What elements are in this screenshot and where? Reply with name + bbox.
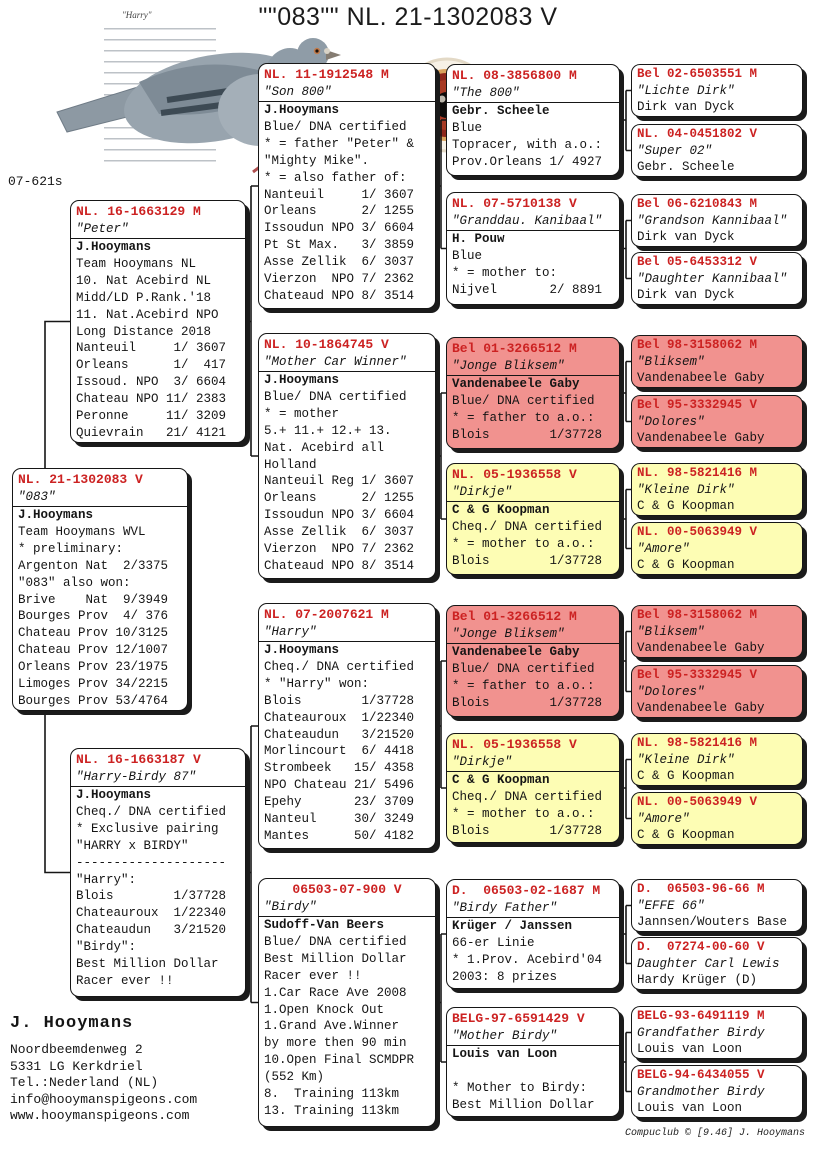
box-text-line: Chateau Prov 10/3125 [18, 626, 169, 641]
box-text-line: Cheq./ DNA certified [452, 519, 603, 534]
box-text-line: Chateaud NPO 8/ 3514 [264, 288, 415, 303]
box-text-line: * Exclusive pairing [76, 821, 219, 836]
ring-number: BELG-94-6434055 V [637, 1068, 765, 1082]
box-text-line: Nanteuil 1/ 3607 [264, 187, 415, 202]
box-text-line: Topracer, with a.o.: [452, 137, 603, 152]
pigeon-name: "Son 800" [264, 85, 332, 99]
box-text-line: Nijvel 2/ 8891 [452, 282, 603, 297]
box-text-line: J.Hooymans [76, 240, 152, 254]
pigeon-name: "Harry" [264, 625, 317, 639]
address-line: Tel.:Nederland (NL) [10, 1075, 159, 1090]
box-text-line: Vandenabeele Gaby [452, 377, 580, 391]
box-text-line: 1.Grand Ave.Winner [264, 1019, 400, 1034]
box-text-line: Holland [264, 457, 317, 472]
box-text-line: J.Hooymans [76, 788, 152, 802]
pedigree-box-grandmother-birdy [631, 1065, 803, 1118]
box-text-line: Nanteul 30/ 3249 [264, 812, 415, 827]
pigeon-name: "Bliksem" [637, 625, 705, 639]
box-text-line: * "Harry" won: [264, 676, 370, 691]
box-text-line: Sudoff-Van Beers [264, 918, 385, 932]
box-text-line: Asse Zellik 6/ 3037 [264, 255, 415, 270]
box-text-line: C & G Koopman [637, 499, 735, 513]
box-text-line: Cheq./ DNA certified [76, 804, 227, 819]
box-text-line: "HARRY x BIRDY" [76, 838, 189, 853]
software-credit: Compuclub © [9.46] J. Hooymans [624, 1128, 805, 1139]
ring-number: D. 06503-02-1687 M [452, 883, 601, 898]
box-text-line: Gebr. Scheele [452, 104, 550, 118]
pedigree-box-subject-083 [12, 468, 188, 711]
box-text-line: Team Hooymans WVL [18, 524, 146, 539]
ring-number: Bel 95-3332945 V [637, 668, 758, 682]
pedigree-box-daughter-kannibaal [631, 252, 803, 305]
ring-number: NL. 08-3856800 M [452, 68, 577, 83]
box-text-line: Nanteuil 1/ 3607 [76, 341, 227, 356]
box-text-line: J.Hooymans [18, 508, 94, 522]
box-text-line: 10. Nat Acebird NL [76, 273, 212, 288]
box-text-line: Issoudun NPO 3/ 6604 [264, 508, 415, 523]
box-text-line: Mantes 50/ 4182 [264, 828, 415, 843]
box-text-line: 13. Training 113km [264, 1103, 400, 1118]
box-text-line: * = father to a.o.: [452, 410, 595, 425]
box-text-line: * = also father of: [264, 170, 407, 185]
pigeon-name: "083" [18, 490, 56, 504]
box-text-line: Orleans 2/ 1255 [264, 204, 415, 219]
box-text-line: * = mother to a.o.: [452, 806, 595, 821]
box-text-line: Dirk van Dyck [637, 100, 735, 114]
box-text-line: C & G Koopman [452, 773, 550, 787]
box-text-line: Blue/ DNA certified [264, 389, 407, 404]
box-text-line: Blue/ DNA certified [264, 934, 407, 949]
pedigree-box-kleine-dirk-1 [631, 463, 803, 516]
pigeon-name: "Dirkje" [452, 755, 513, 769]
box-text-line: Gebr. Scheele [637, 160, 735, 174]
box-text-line: Best Million Dollar [452, 1097, 595, 1112]
pigeon-name: "Dolores" [637, 685, 705, 699]
ring-number: BELG-97-6591429 V [452, 1011, 585, 1026]
ring-number: NL. 98-5821416 M [637, 466, 758, 480]
box-text-line: Krüger / Janssen [452, 919, 573, 933]
pedigree-box-lichte-dirk [631, 64, 803, 117]
ring-number: NL. 00-5063949 V [637, 795, 758, 809]
address-line: Noordbeemdenweg 2 [10, 1042, 143, 1057]
address-line: 5331 LG Kerkdriel [10, 1058, 143, 1074]
address-line: www.hooymanspigeons.com [10, 1108, 190, 1123]
box-text-line: * = mother [264, 406, 340, 421]
box-text-line: Best Million Dollar [264, 951, 407, 966]
box-text-line: Dirk van Dyck [637, 288, 735, 302]
pedigree-box-grandson-kannibaal [631, 194, 803, 247]
ring-number: Bel 02-6503551 M [637, 67, 758, 81]
pigeon-name: "Dirkje" [452, 485, 513, 499]
box-text-line: Blois 1/37728 [76, 889, 227, 904]
pedigree-box-daughter-carl-lewis [631, 937, 803, 990]
box-text-line: Chateaudun 3/21520 [76, 923, 227, 938]
pigeon-name: "Amore" [637, 812, 690, 826]
box-text-line: Vandenabeele Gaby [637, 431, 765, 445]
box-text-line [452, 1063, 614, 1080]
ring-number: NL. 07-5710138 V [452, 196, 577, 211]
ring-number: NL. 07-2007621 M [264, 607, 389, 622]
address-line: info@hooymanspigeons.com [10, 1091, 198, 1107]
box-text-line: Midd/LD P.Rank.'18 [76, 290, 212, 305]
box-text-line: J.Hooymans [264, 373, 340, 387]
owner-name: J. Hooymans [10, 1014, 134, 1033]
box-text-line: C & G Koopman [637, 828, 735, 842]
pedigree-box-grandfather-birdy [631, 1006, 803, 1059]
box-text-line: Louis van Loon [452, 1047, 558, 1061]
ring-number: Bel 95-3332945 V [637, 398, 758, 412]
box-text-line: Chateaud NPO 8/ 3514 [264, 558, 415, 573]
pigeon-name: "Kleine Dirk" [637, 753, 735, 767]
page-title: ""083"" NL. 21-1302083 V [258, 3, 558, 31]
box-text-line: "Mighty Mike". [264, 153, 370, 168]
box-text-line: Vandenabeele Gaby [637, 371, 765, 385]
box-text-line: 8. Training 113km [264, 1087, 400, 1102]
box-text-line: Orleans Prov 23/1975 [18, 660, 169, 675]
reference-label: 07-621s [8, 174, 63, 189]
ring-number: NL. 10-1864745 V [264, 337, 389, 352]
box-text-line: Bourges Prov 53/4764 [18, 693, 169, 708]
ring-number: NL. 00-5063949 V [637, 525, 758, 539]
pigeon-name: "Granddau. Kanibaal" [452, 214, 603, 228]
pedigree-box-amore-1 [631, 522, 803, 575]
pedigree-box-dirkje-1 [446, 463, 620, 575]
pedigree-box-peter [70, 200, 246, 443]
box-text-line: 66-er Linie [452, 935, 535, 950]
pigeon-name: "Dolores" [637, 415, 705, 429]
box-text-line: Orleans 1/ 417 [76, 358, 227, 373]
pedigree-box-the-800 [446, 64, 620, 176]
box-text-line: Epehy 23/ 3709 [264, 795, 415, 810]
box-text-line: Cheq./ DNA certified [452, 789, 603, 804]
box-text-line: Chateauroux 1/22340 [76, 906, 227, 921]
box-text-line: Prov.Orleans 1/ 4927 [452, 154, 603, 169]
box-text-line: Louis van Loon [637, 1042, 743, 1056]
box-text-line: NPO Chateau 21/ 5496 [264, 778, 415, 793]
ring-number: NL. 16-1663187 V [76, 752, 201, 767]
pedigree-box-jonge-bliksem-2 [446, 605, 620, 717]
pedigree-box-dirkje-2 [446, 733, 620, 843]
ring-number: D. 06503-96-66 M [637, 882, 765, 896]
box-text-line: Vierzon NPO 7/ 2362 [264, 542, 415, 557]
box-text-line: -------------------- [76, 855, 227, 870]
box-text-line: Jannsen/Wouters Base [637, 915, 788, 929]
box-text-line: Blue/ DNA certified [264, 119, 407, 134]
box-text-line: Pt St Max. 3/ 3859 [264, 238, 415, 253]
box-text-line: Vandenabeele Gaby [637, 701, 765, 715]
box-text-line: Orleans 2/ 1255 [264, 491, 415, 506]
pedigree-box-mother-birdy [446, 1007, 620, 1117]
box-text-line: * = father to a.o.: [452, 678, 595, 693]
box-text-line: 1.Open Knock Out [264, 1002, 385, 1017]
ring-number: Bel 06-6210843 M [637, 197, 758, 211]
box-text-line: Blois 1/37728 [264, 693, 415, 708]
box-text-line: Vandenabeele Gaby [452, 645, 580, 659]
pedigree-box-harry [258, 603, 436, 849]
box-text-line: J.Hooymans [264, 103, 340, 117]
box-text-line: Asse Zellik 6/ 3037 [264, 525, 415, 540]
box-text-line: C & G Koopman [452, 503, 550, 517]
box-text-line: Blue/ DNA certified [452, 393, 595, 408]
pigeon-name: "Birdy" [264, 900, 317, 914]
pedigree-box-dolores-2 [631, 665, 803, 718]
pigeon-name: "EFFE 66" [637, 899, 705, 913]
box-text-line: Hardy Krüger (D) [637, 973, 758, 987]
box-text-line: Blois 1/37728 [452, 427, 603, 442]
box-text-line: Chateau NPO 11/ 2383 [76, 392, 227, 407]
pedigree-box-jonge-bliksem-1 [446, 337, 620, 449]
pigeon-name: "Bliksem" [637, 355, 705, 369]
ring-number: NL. 11-1912548 M [264, 67, 389, 82]
pigeon-name: "Birdy Father" [452, 901, 558, 915]
box-text-line: J.Hooymans [264, 643, 340, 657]
ring-number: NL. 05-1936558 V [452, 737, 577, 752]
pedigree-box-mother-car-winner [258, 333, 436, 579]
ring-number: Bel 01-3266512 M [452, 341, 577, 356]
box-text-line: "083" also won: [18, 575, 131, 590]
box-text-line: Blois 1/37728 [452, 823, 603, 838]
box-text-line: Team Hooymans NL [76, 256, 197, 271]
pigeon-name: "Mother Birdy" [452, 1029, 558, 1043]
pigeon-name: Grandmother Birdy [637, 1085, 765, 1099]
box-text-line: Chateauroux 1/22340 [264, 710, 415, 725]
box-text-line: Blois 1/37728 [452, 695, 603, 710]
pedigree-box-bliksem-1 [631, 335, 803, 388]
box-text-line: "Birdy": [76, 940, 137, 955]
pedigree-box-super-02 [631, 124, 803, 177]
box-text-line: Dirk van Dyck [637, 230, 735, 244]
pigeon-name: "Jonge Bliksem" [452, 627, 565, 641]
box-text-line: C & G Koopman [637, 769, 735, 783]
pigeon-name: Daughter Carl Lewis [637, 957, 780, 971]
ring-number: NL. 16-1663129 M [76, 204, 201, 219]
box-text-line: * = mother to a.o.: [452, 536, 595, 551]
box-text-line: H. Pouw [452, 232, 505, 246]
box-text-line: Racer ever !! [76, 973, 174, 988]
ring-number: Bel 98-3158062 M [637, 338, 758, 352]
box-text-line: Issoud. NPO 3/ 6604 [76, 375, 227, 390]
photo-caption-harry: "Harry" [122, 10, 152, 20]
box-text-line: Quievrain 21/ 4121 [76, 425, 227, 440]
pedigree-box-harry-birdy-87 [70, 748, 246, 997]
pigeon-name: "The 800" [452, 86, 520, 100]
box-text-line: * = father "Peter" & [264, 136, 415, 151]
pedigree-box-kleine-dirk-2 [631, 733, 803, 786]
box-text-line: Chateau Prov 12/1007 [18, 643, 169, 658]
ring-number: NL. 98-5821416 M [637, 736, 758, 750]
ring-number: Bel 05-6453312 V [637, 255, 758, 269]
box-text-line: * 1.Prov. Acebird'04 [452, 952, 603, 967]
box-text-line: * preliminary: [18, 541, 124, 556]
pigeon-name: "Amore" [637, 542, 690, 556]
pedigree-box-granddau-kanibaal [446, 192, 620, 305]
box-text-line: Limoges Prov 34/2215 [18, 677, 169, 692]
pigeon-name: "Jonge Bliksem" [452, 359, 565, 373]
ring-number: D. 07274-00-60 V [637, 940, 765, 954]
ring-number: NL. 21-1302083 V [18, 472, 143, 487]
box-text-line: Chateaudun 3/21520 [264, 727, 415, 742]
box-text-line: Vandenabeele Gaby [637, 641, 765, 655]
pigeon-name: "Harry-Birdy 87" [76, 770, 197, 784]
pedigree-box-amore-2 [631, 792, 803, 845]
ring-number: BELG-93-6491119 M [637, 1009, 765, 1023]
pigeon-name: "Kleine Dirk" [637, 483, 735, 497]
pigeon-name: "Grandson Kannibaal" [637, 214, 788, 228]
box-text-line: Morlincourt 6/ 4418 [264, 744, 415, 759]
box-text-line: 10.Open Final SCMDPR [264, 1053, 415, 1068]
box-text-line: Blue/ DNA certified [452, 661, 595, 676]
pigeon-name: "Daughter Kannibaal" [637, 272, 788, 286]
pigeon-name: "Mother Car Winner" [264, 355, 407, 369]
box-text-line: Blue [452, 248, 483, 263]
box-text-line: Racer ever !! [264, 968, 362, 983]
box-text-line: * = mother to: [452, 265, 558, 280]
pigeon-name: "Lichte Dirk" [637, 84, 735, 98]
ring-number: 06503-07-900 V [292, 882, 402, 897]
ring-number: Bel 01-3266512 M [452, 609, 577, 624]
box-text-line: Nat. Acebird all [264, 440, 385, 455]
box-text-line: Louis van Loon [637, 1101, 743, 1115]
box-text-line: Bourges Prov 4/ 376 [18, 609, 169, 624]
box-text-line: Cheq./ DNA certified [264, 659, 415, 674]
pedigree-box-son-800 [258, 63, 436, 309]
pedigree-box-bliksem-2 [631, 605, 803, 658]
box-text-line: Vierzon NPO 7/ 2362 [264, 272, 415, 287]
ring-number: Bel 98-3158062 M [637, 608, 758, 622]
box-text-line: 2003: 8 prizes [452, 969, 558, 984]
box-text-line: Argenton Nat 2/3375 [18, 558, 169, 573]
pedigree-box-effe-66 [631, 879, 803, 932]
pedigree-box-birdy-father [446, 879, 620, 989]
box-text-line: 11. Nat.Acebird NPO [76, 307, 219, 322]
box-text-line: Blois 1/37728 [452, 553, 603, 568]
pedigree-box-dolores-1 [631, 395, 803, 448]
pigeon-name: "Peter" [76, 222, 129, 236]
box-text-line: Blue [452, 120, 483, 135]
box-text-line: Best Million Dollar [76, 957, 219, 972]
box-text-line: Long Distance 2018 [76, 324, 212, 339]
box-text-line: "Harry": [76, 872, 137, 887]
box-text-line: by more then 90 min [264, 1036, 407, 1051]
box-text-line: Issoudun NPO 3/ 6604 [264, 221, 415, 236]
pigeon-name: "Super 02" [637, 144, 713, 158]
box-text-line: Strombeek 15/ 4358 [264, 761, 415, 776]
box-text-line: (552 Km) [264, 1070, 325, 1085]
ring-number: NL. 05-1936558 V [452, 467, 577, 482]
box-text-line: C & G Koopman [637, 558, 735, 572]
ring-number: NL. 04-0451802 V [637, 127, 758, 141]
box-text-line: Brive Nat 9/3949 [18, 592, 169, 607]
pigeon-name: Grandfather Birdy [637, 1026, 765, 1040]
box-text-line: 5.+ 11.+ 12.+ 13. [264, 423, 392, 438]
box-text-line: * Mother to Birdy: [452, 1080, 588, 1095]
pedigree-box-birdy [258, 878, 436, 1127]
box-text-line: Peronne 11/ 3209 [76, 409, 227, 424]
box-text-line: 1.Car Race Ave 2008 [264, 985, 407, 1000]
box-text-line: Nanteuil Reg 1/ 3607 [264, 474, 415, 489]
